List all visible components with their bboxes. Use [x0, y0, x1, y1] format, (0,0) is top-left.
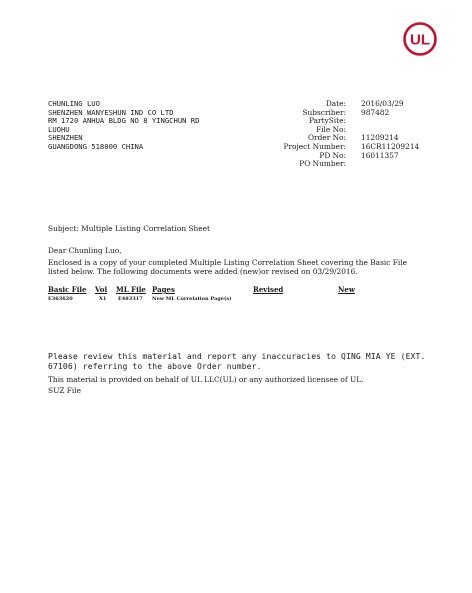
review-line: Please review this material and report any inaccuracies to QING MIA YE (EXT. — [48, 352, 426, 361]
table-header-basic-file: Basic File — [48, 285, 87, 294]
table-cell-pages: New ML Correlation Page(s) — [152, 296, 232, 302]
detail-value-project-number: 16CR11209214 — [361, 141, 420, 151]
address-line: SHENZHEN — [48, 133, 83, 143]
address-line: GUANGDONG 518000 CHINA — [48, 141, 144, 151]
details-labels — [262, 99, 346, 168]
table-header-new: New — [338, 285, 355, 294]
behalf-statement: This material is provided on behalf of UL LLC(UL) or any authorized licensee of UL. — [48, 375, 364, 384]
ul-logo — [402, 21, 438, 57]
detail-value-date: 2016/03/29 — [361, 99, 404, 108]
table-header-ml-file: ML File — [116, 285, 146, 294]
detail-value-file-no — [361, 125, 419, 134]
review-paragraph — [48, 352, 425, 372]
body-line: listed below. The following documents were added (new)or revised on 03/29/2016. — [48, 267, 358, 276]
table-header-pages: Pages — [152, 285, 175, 294]
detail-value-po-number — [361, 159, 419, 168]
address-line: SHENZHEN WANYESHUN IND CO LTD — [48, 107, 174, 117]
file-label: SUZ File — [48, 386, 82, 395]
table-header-vol: Vol — [95, 285, 108, 294]
detail-label-partysite: PartySite: — [309, 116, 346, 126]
address-line: CHUNLING LUO — [48, 99, 100, 108]
salutation: Dear Chunling Luo, — [48, 246, 122, 255]
detail-label-date: Date: — [325, 99, 346, 108]
detail-label-order-no: Order No: — [308, 133, 346, 143]
detail-label-pd-no: PD No: — [319, 150, 346, 160]
details-values — [361, 99, 419, 168]
detail-value-subscriber: 987482 — [361, 107, 390, 117]
subject-line: Subject: Multiple Listing Correlation Sheet — [48, 224, 210, 233]
table-header-revised: Revised — [253, 285, 284, 294]
detail-value-pd-no: 16011357 — [361, 150, 399, 160]
table-cell-vol: X1 — [99, 296, 107, 302]
body-line: Enclosed is a copy of your completed Multiple Listing Correlation Sheet covering the Basic File — [48, 258, 407, 267]
address-line: LUOHU — [48, 124, 70, 134]
detail-label-project-number: Project Number: — [283, 141, 346, 151]
logo-text: UL — [410, 31, 430, 49]
table-cell-basic-file: E363620 — [48, 296, 73, 302]
detail-label-file-no: File No: — [316, 124, 346, 134]
detail-value-order-no: 11209214 — [361, 133, 399, 143]
recipient-address — [48, 99, 199, 151]
table-cell-ml-file: E483317 — [118, 296, 143, 302]
detail-label-subscriber: Subscriber: — [302, 107, 346, 117]
detail-label-po-number: PO Number: — [299, 159, 346, 169]
detail-value-partysite — [361, 116, 419, 125]
body-paragraph — [48, 258, 407, 276]
review-line: 67106) referring to the above Order number. — [48, 362, 262, 371]
address-line: RM 1720 ANHUA BLDG NO 8 YINGCHUN RD — [48, 116, 200, 126]
